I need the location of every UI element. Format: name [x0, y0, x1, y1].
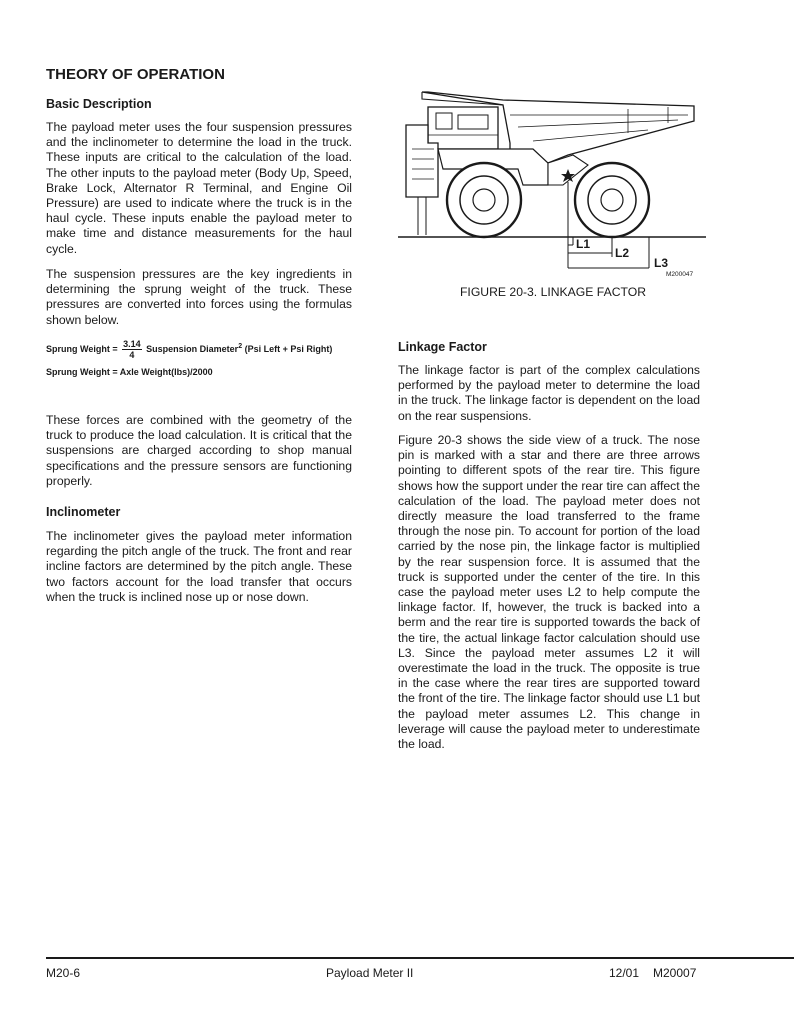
- label-l2: L2: [615, 246, 630, 260]
- label-l3: L3: [654, 256, 669, 270]
- figure-code: M200047: [666, 271, 694, 278]
- formula-1-denominator: 4: [129, 350, 135, 360]
- basic-description-heading: Basic Description: [46, 97, 152, 111]
- formula-1-diameter: Suspension Diameter: [146, 343, 239, 354]
- footer-title: Payload Meter II: [326, 966, 414, 980]
- sprung-weight-formula-2: Sprung Weight = Axle Weight(lbs)/2000: [46, 367, 213, 377]
- rear-tire: [575, 163, 649, 237]
- formula-1-numerator: 3.14: [123, 339, 141, 349]
- formula-1-pressures: (Psi Left + Psi Right): [242, 343, 333, 354]
- footer-code: M20007: [653, 966, 697, 980]
- linkage-factor-paragraph-2: Figure 20-3 shows the side view of a truck. The nose pin is marked with a star and there are three arrows pointing to different spots of the rear tire. This figure shows how the support under the rear tire can affect the calculation of the load. The payload meter does not directly measure the load transferred to the frame through the nose pin. To account for portion of the load carried by the nose pin, the linkage factor is multiplied by the rear suspension force. It is assumed that the truck is supported under the center of the tire. In this case the payload meter uses L2 to help compute the linkage factor. If, however, the truck is backed into a berm and the rear tire is supported towards the back of the tire, the actual linkage factor calculation should use L3. Since the payload meter assumes L2 it will overestimate the load in the truck. The opposite is true in the case where the rear tires are supported toward the front of the tire. The linkage factor should use L1 but the payload meter assumes L2. This change in leverage will cause the payload meter to underestimate the load.: [398, 433, 700, 752]
- basic-description-paragraph-1: The payload meter uses the four suspension pressures and the inclinometer to determine the load in the truck. These inputs are critical to the calculation of the load. The other inputs to the payload meter (Body Up, Speed, Brake Lock, Alternator R Terminal, and Engine Oil Pressure) are used to indicate where the truck is in the haul cycle. These inputs enable the payload meter to make time and distance measurements for the haul cycle.: [46, 120, 352, 256]
- page-heading: THEORY OF OPERATION: [46, 66, 225, 83]
- linkage-factor-heading: Linkage Factor: [398, 340, 487, 354]
- front-tire: [447, 163, 521, 237]
- footer-divider: [46, 957, 794, 959]
- basic-description-paragraph-3: These forces are combined with the geometry of the truck to produce the load calculation. It is critical that the suspensions are charged according to shop manual specifications and the pressure sensors are functioning properly.: [46, 413, 352, 488]
- inclinometer-paragraph: The inclinometer gives the payload meter information regarding the pitch angle of the truck. The front and rear incline factors are determined by the pitch angle. These two factors account for the load transfer that occurs when the truck is inclined nose up or nose down.: [46, 529, 352, 604]
- linkage-factor-paragraph-1: The linkage factor is part of the complex calculations performed by the payload meter to determine the load in the truck. The linkage factor is dependent on the load on the rear suspensions.: [398, 363, 700, 423]
- figure-caption: FIGURE 20-3. LINKAGE FACTOR: [459, 285, 647, 299]
- formula-1-prefix: Sprung Weight =: [46, 343, 118, 354]
- inclinometer-heading: Inclinometer: [46, 505, 121, 519]
- linkage-factor-figure: [398, 85, 708, 280]
- footer-page-number: M20-6: [46, 966, 81, 980]
- basic-description-paragraph-2: The suspension pressures are the key ingredients in determining the sprung weight of the truck. These pressures are converted into forces using the formulas shown below.: [46, 267, 352, 327]
- formula-1-exponent: 2: [238, 342, 243, 350]
- formula-1-fraction: [122, 339, 142, 360]
- label-l1: L1: [576, 237, 591, 251]
- footer-date: 12/01: [609, 966, 640, 980]
- sprung-weight-formula-1: [46, 339, 332, 360]
